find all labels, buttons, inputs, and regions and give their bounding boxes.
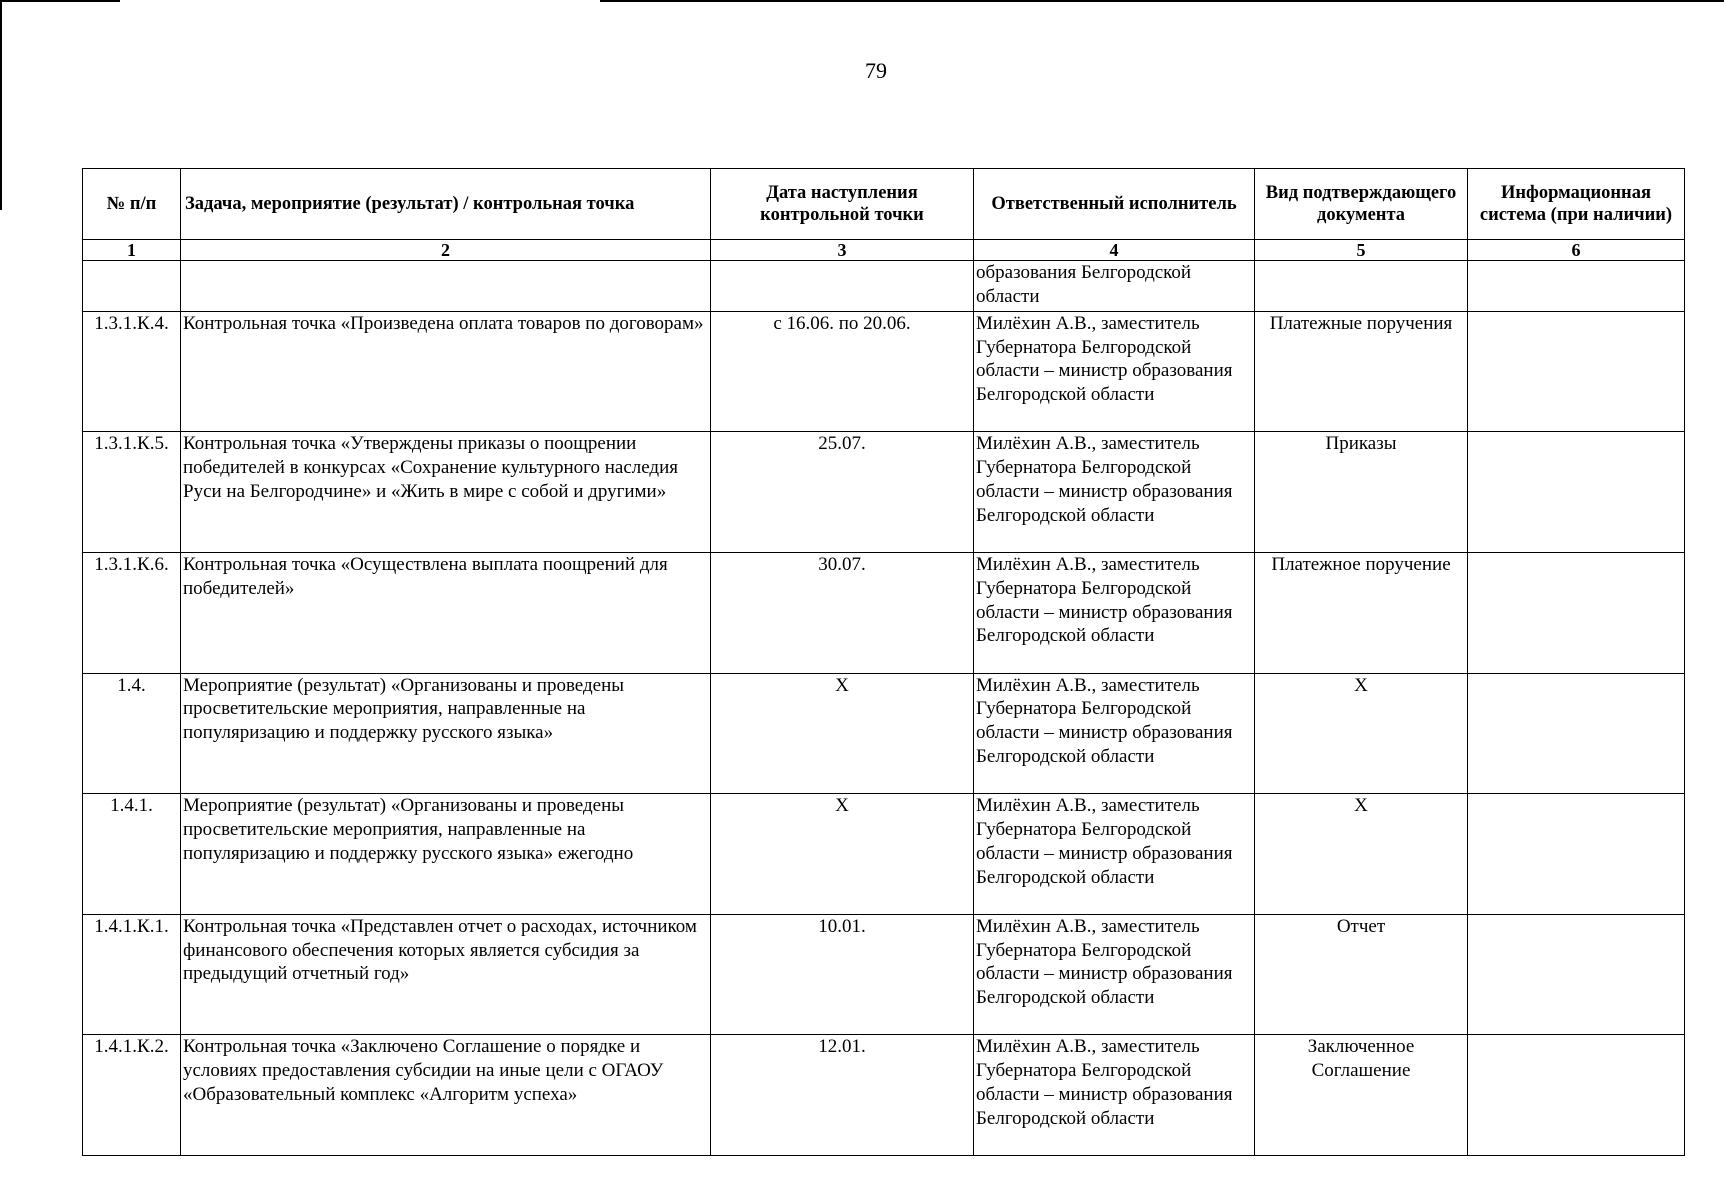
row-executor: образования Белгородской области <box>974 261 1255 311</box>
row-executor: Милёхин А.В., заместитель Губернатора Белгородской области – министр образования Белгородской области <box>974 552 1255 673</box>
row-number: 1.4.1.К.1. <box>83 914 181 1035</box>
row-document: Приказы <box>1255 432 1468 553</box>
row-document: Платежное поручение <box>1255 552 1468 673</box>
row-document: Х <box>1255 673 1468 794</box>
column-number: 3 <box>711 240 974 261</box>
row-system <box>1468 1035 1685 1156</box>
row-date: 10.01. <box>711 914 974 1035</box>
table-row <box>83 311 1685 432</box>
row-executor: Милёхин А.В., заместитель Губернатора Белгородской области – министр образования Белгородской области <box>974 914 1255 1035</box>
header-system: Информационная система (при наличии) <box>1468 169 1685 240</box>
scan-edge-top-right <box>600 0 1724 2</box>
header-document: Вид подтверждающего документа <box>1255 169 1468 240</box>
scan-edge-left <box>0 0 2 210</box>
row-executor: Милёхин А.В., заместитель Губернатора Белгородской области – министр образования Белгородской области <box>974 794 1255 915</box>
row-system <box>1468 432 1685 553</box>
row-date: Х <box>711 673 974 794</box>
column-number: 5 <box>1255 240 1468 261</box>
row-number: 1.4. <box>83 673 181 794</box>
row-document: Платежные поручения <box>1255 311 1468 432</box>
header-executor: Ответственный исполнитель <box>974 169 1255 240</box>
column-number: 1 <box>83 240 181 261</box>
row-task: Мероприятие (результат) «Организованы и проведены просветительские мероприятия, направленные на популяризацию и поддержку русского языка» ежегодно <box>181 794 711 915</box>
row-date: 25.07. <box>711 432 974 553</box>
row-date <box>711 261 974 311</box>
row-date: 12.01. <box>711 1035 974 1156</box>
row-task: Контрольная точка «Осуществлена выплата поощрений для победителей» <box>181 552 711 673</box>
row-number: 1.4.1. <box>83 794 181 915</box>
table-row <box>83 914 1685 1035</box>
row-task: Контрольная точка «Произведена оплата товаров по договорам» <box>181 311 711 432</box>
row-document: Х <box>1255 794 1468 915</box>
column-number: 6 <box>1468 240 1685 261</box>
row-task: Контрольная точка «Утверждены приказы о поощрении победителей в конкурсах «Сохранение культурного наследия Руси на Белгородчине» и «Жить в мире с собой и другими» <box>181 432 711 553</box>
row-number: 1.3.1.К.4. <box>83 311 181 432</box>
header-date: Дата наступления контрольной точки <box>711 169 974 240</box>
page-number: 79 <box>865 58 887 83</box>
row-number <box>83 261 181 311</box>
row-executor: Милёхин А.В., заместитель Губернатора Белгородской области – министр образования Белгородской области <box>974 1035 1255 1156</box>
table-row <box>83 794 1685 915</box>
column-number-row <box>83 240 1685 261</box>
row-date: 30.07. <box>711 552 974 673</box>
scan-edge-top-left <box>0 0 120 2</box>
header-number: № п/п <box>83 169 181 240</box>
row-task <box>181 261 711 311</box>
row-system <box>1468 673 1685 794</box>
column-number: 2 <box>181 240 711 261</box>
row-task: Контрольная точка «Заключено Соглашение о порядке и условиях предоставления субсидии на иные цели с ОГАОУ «Образовательный комплекс «Алгоритм успеха» <box>181 1035 711 1156</box>
table-row <box>83 432 1685 553</box>
row-task: Контрольная точка «Представлен отчет о расходах, источником финансового обеспечения которых является субсидия за предыдущий отчетный год» <box>181 914 711 1035</box>
row-number: 1.4.1.К.2. <box>83 1035 181 1156</box>
row-document: Заключенное Соглашение <box>1255 1035 1468 1156</box>
row-system <box>1468 261 1685 311</box>
row-date: Х <box>711 794 974 915</box>
table-row <box>83 1035 1685 1156</box>
row-document: Отчет <box>1255 914 1468 1035</box>
row-system <box>1468 914 1685 1035</box>
column-number: 4 <box>974 240 1255 261</box>
row-task: Мероприятие (результат) «Организованы и проведены просветительские мероприятия, направленные на популяризацию и поддержку русского языка» <box>181 673 711 794</box>
table-row <box>83 552 1685 673</box>
row-document <box>1255 261 1468 311</box>
row-executor: Милёхин А.В., заместитель Губернатора Белгородской области – министр образования Белгородской области <box>974 311 1255 432</box>
row-system <box>1468 311 1685 432</box>
row-executor: Милёхин А.В., заместитель Губернатора Белгородской области – министр образования Белгородской области <box>974 432 1255 553</box>
control-points-table <box>82 168 1685 1156</box>
row-number: 1.3.1.К.6. <box>83 552 181 673</box>
header-row <box>83 169 1685 240</box>
row-number: 1.3.1.К.5. <box>83 432 181 553</box>
row-system <box>1468 794 1685 915</box>
row-system <box>1468 552 1685 673</box>
header-task: Задача, мероприятие (результат) / контрольная точка <box>181 169 711 240</box>
table-row <box>83 261 1685 311</box>
row-date: с 16.06. по 20.06. <box>711 311 974 432</box>
table-row <box>83 673 1685 794</box>
row-executor: Милёхин А.В., заместитель Губернатора Белгородской области – министр образования Белгородской области <box>974 673 1255 794</box>
